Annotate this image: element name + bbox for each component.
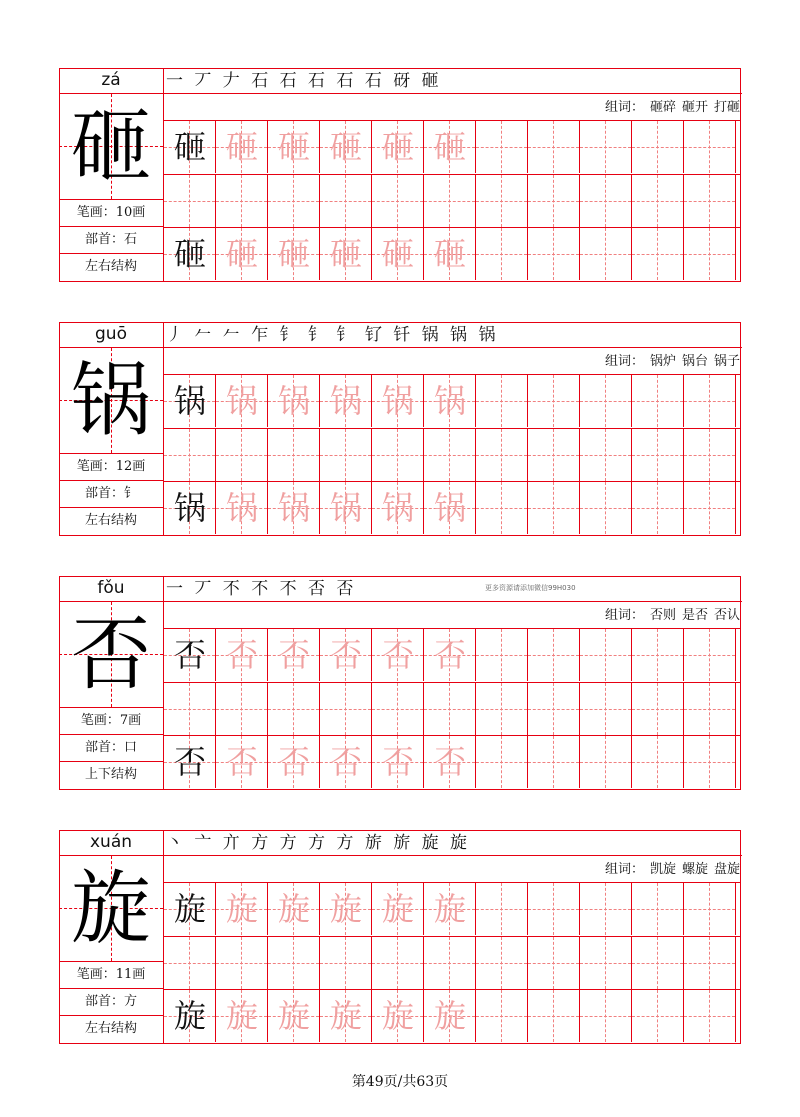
trace-character: 锅 bbox=[433, 489, 466, 527]
practice-cell[interactable] bbox=[372, 937, 424, 989]
trace-character: 否 bbox=[329, 743, 362, 781]
practice-cell[interactable] bbox=[632, 883, 684, 935]
practice-cell[interactable] bbox=[320, 629, 372, 681]
model-character: 旋 bbox=[173, 890, 206, 928]
stroke-count: 笔画：12画 bbox=[59, 453, 163, 480]
practice-cell[interactable] bbox=[372, 883, 424, 935]
character-block bbox=[59, 68, 741, 282]
practice-cell[interactable] bbox=[320, 429, 372, 481]
practice-cell[interactable] bbox=[424, 175, 476, 227]
practice-cell[interactable] bbox=[684, 629, 736, 681]
big-character: 锅 bbox=[71, 354, 151, 447]
practice-cell[interactable] bbox=[268, 482, 320, 534]
practice-cell[interactable] bbox=[580, 228, 632, 280]
practice-cell[interactable] bbox=[476, 629, 528, 681]
radical: 部首：方 bbox=[59, 988, 163, 1015]
practice-cell[interactable] bbox=[424, 121, 476, 173]
practice-cell[interactable] bbox=[164, 937, 216, 989]
char-info-column bbox=[59, 322, 164, 536]
practice-cell[interactable] bbox=[372, 429, 424, 481]
practice-cell[interactable] bbox=[476, 175, 528, 227]
practice-cell[interactable] bbox=[632, 937, 684, 989]
char-info-column bbox=[59, 830, 164, 1044]
char-info-column bbox=[59, 68, 164, 282]
practice-cell[interactable] bbox=[424, 683, 476, 735]
practice-row bbox=[164, 428, 740, 481]
structure: 上下结构 bbox=[59, 761, 163, 790]
practice-cell[interactable] bbox=[372, 990, 424, 1042]
trace-character: 旋 bbox=[277, 890, 310, 928]
practice-cell[interactable] bbox=[216, 228, 268, 280]
watermark-text: 更多资源请添加微信99H030 bbox=[485, 584, 576, 592]
stroke-count: 笔画：11画 bbox=[59, 961, 163, 988]
radical: 部首：石 bbox=[59, 226, 163, 253]
word: 锅炉 bbox=[649, 354, 676, 369]
practice-cell[interactable] bbox=[476, 228, 528, 280]
trace-character: 锅 bbox=[381, 489, 414, 527]
char-info-column bbox=[59, 576, 164, 790]
practice-cell[interactable] bbox=[632, 482, 684, 534]
practice-cell[interactable] bbox=[632, 736, 684, 788]
practice-cell[interactable] bbox=[164, 629, 216, 681]
practice-cell[interactable] bbox=[684, 228, 736, 280]
trace-character: 砸 bbox=[225, 128, 258, 166]
model-character: 旋 bbox=[173, 997, 206, 1035]
practice-cell[interactable] bbox=[580, 429, 632, 481]
word: 否则 bbox=[649, 608, 676, 623]
practice-cell[interactable] bbox=[268, 375, 320, 427]
practice-row bbox=[164, 481, 740, 534]
practice-cell[interactable] bbox=[476, 937, 528, 989]
practice-cell[interactable] bbox=[580, 482, 632, 534]
practice-cell[interactable] bbox=[372, 736, 424, 788]
practice-cell[interactable] bbox=[632, 121, 684, 173]
practice-cell[interactable] bbox=[580, 375, 632, 427]
model-character: 锅 bbox=[173, 489, 206, 527]
practice-cell[interactable] bbox=[268, 683, 320, 735]
word-group bbox=[164, 348, 740, 375]
stroke-count: 笔画：7画 bbox=[59, 707, 163, 734]
practice-cell[interactable] bbox=[372, 228, 424, 280]
practice-cell[interactable] bbox=[268, 121, 320, 173]
structure: 左右结构 bbox=[59, 1015, 163, 1044]
trace-character: 旋 bbox=[225, 997, 258, 1035]
trace-character: 否 bbox=[277, 743, 310, 781]
practice-cell[interactable] bbox=[372, 375, 424, 427]
practice-cell[interactable] bbox=[320, 937, 372, 989]
stroke-order: 一 丆 𠂇 石 石 石 石 石 砑 砸 bbox=[164, 68, 742, 94]
practice-row bbox=[164, 936, 740, 989]
practice-cell[interactable] bbox=[580, 883, 632, 935]
practice-cell[interactable] bbox=[268, 990, 320, 1042]
trace-character: 锅 bbox=[329, 489, 362, 527]
trace-character: 旋 bbox=[433, 997, 466, 1035]
practice-row bbox=[164, 883, 740, 935]
practice-cell[interactable] bbox=[268, 228, 320, 280]
pinyin: fǒu bbox=[59, 576, 163, 602]
pinyin: zá bbox=[59, 68, 163, 94]
trace-character: 旋 bbox=[329, 997, 362, 1035]
word: 锅台 bbox=[681, 354, 708, 369]
practice-cell[interactable] bbox=[164, 883, 216, 935]
practice-cell[interactable] bbox=[632, 175, 684, 227]
model-character: 锅 bbox=[173, 382, 206, 420]
practice-cell[interactable] bbox=[476, 883, 528, 935]
practice-cell[interactable] bbox=[164, 121, 216, 173]
trace-character: 否 bbox=[225, 743, 258, 781]
practice-cell[interactable] bbox=[684, 375, 736, 427]
practice-cell[interactable] bbox=[216, 175, 268, 227]
big-character: 旋 bbox=[71, 862, 151, 955]
big-character: 砸 bbox=[71, 100, 151, 193]
practice-cell[interactable] bbox=[632, 375, 684, 427]
model-character: 砸 bbox=[173, 128, 206, 166]
model-character: 否 bbox=[173, 636, 206, 674]
practice-cell[interactable] bbox=[684, 429, 736, 481]
practice-cell[interactable] bbox=[164, 228, 216, 280]
practice-cell[interactable] bbox=[320, 175, 372, 227]
practice-cell[interactable] bbox=[424, 990, 476, 1042]
practice-cell[interactable] bbox=[528, 629, 580, 681]
practice-cell[interactable] bbox=[320, 736, 372, 788]
practice-cell[interactable] bbox=[372, 683, 424, 735]
big-char-box bbox=[59, 856, 163, 961]
model-character: 否 bbox=[173, 743, 206, 781]
practice-cell[interactable] bbox=[684, 990, 736, 1042]
radical: 部首：钅 bbox=[59, 480, 163, 507]
words-label: 组词： bbox=[604, 100, 644, 115]
practice-cell[interactable] bbox=[164, 683, 216, 735]
practice-cell[interactable] bbox=[528, 121, 580, 173]
practice-cell[interactable] bbox=[580, 175, 632, 227]
practice-cell[interactable] bbox=[320, 683, 372, 735]
trace-character: 否 bbox=[329, 636, 362, 674]
pinyin: guō bbox=[59, 322, 163, 348]
trace-character: 否 bbox=[225, 636, 258, 674]
practice-cell[interactable] bbox=[164, 990, 216, 1042]
practice-cell[interactable] bbox=[528, 375, 580, 427]
word-group bbox=[164, 602, 740, 629]
trace-character: 砸 bbox=[277, 128, 310, 166]
word: 凯旋 bbox=[649, 862, 676, 877]
trace-character: 砸 bbox=[381, 128, 414, 166]
trace-character: 否 bbox=[277, 636, 310, 674]
practice-cell[interactable] bbox=[580, 683, 632, 735]
practice-cell[interactable] bbox=[372, 629, 424, 681]
practice-cell[interactable] bbox=[424, 429, 476, 481]
practice-cell[interactable] bbox=[476, 375, 528, 427]
practice-cell[interactable] bbox=[424, 375, 476, 427]
practice-cell[interactable] bbox=[320, 375, 372, 427]
practice-cell[interactable] bbox=[684, 937, 736, 989]
word: 打砸 bbox=[713, 100, 740, 115]
practice-cell[interactable] bbox=[164, 482, 216, 534]
trace-character: 锅 bbox=[225, 382, 258, 420]
practice-cell[interactable] bbox=[320, 482, 372, 534]
trace-character: 砸 bbox=[329, 235, 362, 273]
trace-character: 旋 bbox=[225, 890, 258, 928]
practice-cell[interactable] bbox=[528, 683, 580, 735]
practice-row bbox=[164, 121, 740, 173]
practice-row bbox=[164, 629, 740, 681]
practice-cell[interactable] bbox=[216, 375, 268, 427]
practice-cell[interactable] bbox=[528, 482, 580, 534]
trace-character: 旋 bbox=[381, 890, 414, 928]
practice-cell[interactable] bbox=[268, 429, 320, 481]
word: 螺旋 bbox=[681, 862, 708, 877]
practice-cell[interactable] bbox=[268, 629, 320, 681]
practice-cell[interactable] bbox=[476, 683, 528, 735]
word: 砸开 bbox=[681, 100, 708, 115]
practice-cell[interactable] bbox=[632, 228, 684, 280]
practice-cell[interactable] bbox=[216, 990, 268, 1042]
practice-row bbox=[164, 174, 740, 227]
trace-character: 否 bbox=[433, 636, 466, 674]
practice-cell[interactable] bbox=[476, 429, 528, 481]
character-block bbox=[59, 830, 741, 1044]
practice-cell[interactable] bbox=[268, 937, 320, 989]
practice-cell[interactable] bbox=[528, 883, 580, 935]
practice-cell[interactable] bbox=[528, 736, 580, 788]
stroke-count: 笔画：10画 bbox=[59, 199, 163, 226]
word-group bbox=[164, 856, 740, 883]
stroke-order: 丶 亠 亣 方 方 方 方 旂 旂 旋 旋 bbox=[164, 830, 742, 856]
practice-cell[interactable] bbox=[580, 937, 632, 989]
words-label: 组词： bbox=[604, 608, 644, 623]
practice-cell[interactable] bbox=[268, 883, 320, 935]
words-label: 组词： bbox=[604, 862, 644, 877]
practice-cell[interactable] bbox=[268, 175, 320, 227]
big-char-box bbox=[59, 94, 163, 199]
practice-cell[interactable] bbox=[164, 429, 216, 481]
practice-cell[interactable] bbox=[216, 683, 268, 735]
practice-cell[interactable] bbox=[424, 736, 476, 788]
practice-cell[interactable] bbox=[684, 175, 736, 227]
practice-cell[interactable] bbox=[320, 121, 372, 173]
practice-cell[interactable] bbox=[476, 990, 528, 1042]
practice-cell[interactable] bbox=[528, 175, 580, 227]
practice-cell[interactable] bbox=[632, 990, 684, 1042]
practice-cell[interactable] bbox=[424, 883, 476, 935]
pinyin: xuán bbox=[59, 830, 163, 856]
trace-character: 旋 bbox=[381, 997, 414, 1035]
practice-cell[interactable] bbox=[372, 121, 424, 173]
practice-cell[interactable] bbox=[424, 228, 476, 280]
practice-row bbox=[164, 682, 740, 735]
trace-character: 锅 bbox=[381, 382, 414, 420]
practice-cell[interactable] bbox=[580, 990, 632, 1042]
practice-cell[interactable] bbox=[216, 429, 268, 481]
trace-character: 砸 bbox=[433, 128, 466, 166]
practice-row bbox=[164, 227, 740, 280]
practice-cell[interactable] bbox=[476, 736, 528, 788]
trace-character: 锅 bbox=[225, 489, 258, 527]
practice-cell[interactable] bbox=[684, 736, 736, 788]
word: 否认 bbox=[713, 608, 740, 623]
words-label: 组词： bbox=[604, 354, 644, 369]
practice-cell[interactable] bbox=[684, 482, 736, 534]
practice-cell[interactable] bbox=[320, 228, 372, 280]
practice-cell[interactable] bbox=[372, 175, 424, 227]
stroke-order: 一 丆 不 不 不 否 否 bbox=[164, 576, 742, 602]
practice-cell[interactable] bbox=[216, 482, 268, 534]
page-footer: 第49页/共63页 bbox=[351, 1074, 449, 1090]
structure: 左右结构 bbox=[59, 253, 163, 282]
stroke-order: 丿 𠂉 𠂉 乍 钅 钅 钅 钌 钎 锅 锅 锅 bbox=[164, 322, 742, 348]
character-block bbox=[59, 576, 741, 790]
big-char-box bbox=[59, 602, 163, 707]
word: 锅子 bbox=[713, 354, 740, 369]
practice-cell[interactable] bbox=[632, 629, 684, 681]
practice-cell[interactable] bbox=[684, 683, 736, 735]
practice-cell[interactable] bbox=[216, 736, 268, 788]
practice-row bbox=[164, 989, 740, 1042]
practice-cell[interactable] bbox=[580, 629, 632, 681]
practice-cell[interactable] bbox=[684, 883, 736, 935]
practice-cell[interactable] bbox=[372, 482, 424, 534]
practice-cell[interactable] bbox=[320, 883, 372, 935]
trace-character: 否 bbox=[381, 743, 414, 781]
practice-cell[interactable] bbox=[216, 629, 268, 681]
practice-row bbox=[164, 375, 740, 427]
word: 是否 bbox=[681, 608, 708, 623]
word-group bbox=[164, 94, 740, 121]
structure: 左右结构 bbox=[59, 507, 163, 536]
big-char-box bbox=[59, 348, 163, 453]
practice-cell[interactable] bbox=[320, 990, 372, 1042]
practice-cell[interactable] bbox=[164, 375, 216, 427]
practice-cell[interactable] bbox=[580, 736, 632, 788]
trace-character: 旋 bbox=[433, 890, 466, 928]
trace-character: 砸 bbox=[329, 128, 362, 166]
practice-cell[interactable] bbox=[632, 429, 684, 481]
trace-character: 砸 bbox=[381, 235, 414, 273]
big-character: 否 bbox=[71, 608, 151, 701]
model-character: 砸 bbox=[173, 235, 206, 273]
practice-cell[interactable] bbox=[216, 883, 268, 935]
word: 盘旋 bbox=[713, 862, 740, 877]
trace-character: 锅 bbox=[329, 382, 362, 420]
trace-character: 锅 bbox=[277, 489, 310, 527]
practice-cell[interactable] bbox=[476, 121, 528, 173]
practice-cell[interactable] bbox=[424, 629, 476, 681]
practice-cell[interactable] bbox=[476, 482, 528, 534]
practice-row bbox=[164, 735, 740, 788]
trace-character: 否 bbox=[433, 743, 466, 781]
practice-cell[interactable] bbox=[216, 937, 268, 989]
practice-cell[interactable] bbox=[268, 736, 320, 788]
practice-cell[interactable] bbox=[164, 736, 216, 788]
practice-cell[interactable] bbox=[424, 937, 476, 989]
practice-cell[interactable] bbox=[580, 121, 632, 173]
trace-character: 砸 bbox=[277, 235, 310, 273]
practice-cell[interactable] bbox=[424, 482, 476, 534]
trace-character: 否 bbox=[381, 636, 414, 674]
trace-character: 锅 bbox=[433, 382, 466, 420]
trace-character: 锅 bbox=[277, 382, 310, 420]
word: 砸碎 bbox=[649, 100, 676, 115]
practice-cell[interactable] bbox=[528, 429, 580, 481]
trace-character: 砸 bbox=[225, 235, 258, 273]
character-block bbox=[59, 322, 741, 536]
practice-cell[interactable] bbox=[528, 228, 580, 280]
trace-character: 旋 bbox=[329, 890, 362, 928]
trace-character: 旋 bbox=[277, 997, 310, 1035]
practice-cell[interactable] bbox=[528, 937, 580, 989]
practice-cell[interactable] bbox=[216, 121, 268, 173]
practice-cell[interactable] bbox=[164, 175, 216, 227]
practice-cell[interactable] bbox=[684, 121, 736, 173]
radical: 部首：口 bbox=[59, 734, 163, 761]
practice-cell[interactable] bbox=[528, 990, 580, 1042]
practice-cell[interactable] bbox=[632, 683, 684, 735]
trace-character: 砸 bbox=[433, 235, 466, 273]
